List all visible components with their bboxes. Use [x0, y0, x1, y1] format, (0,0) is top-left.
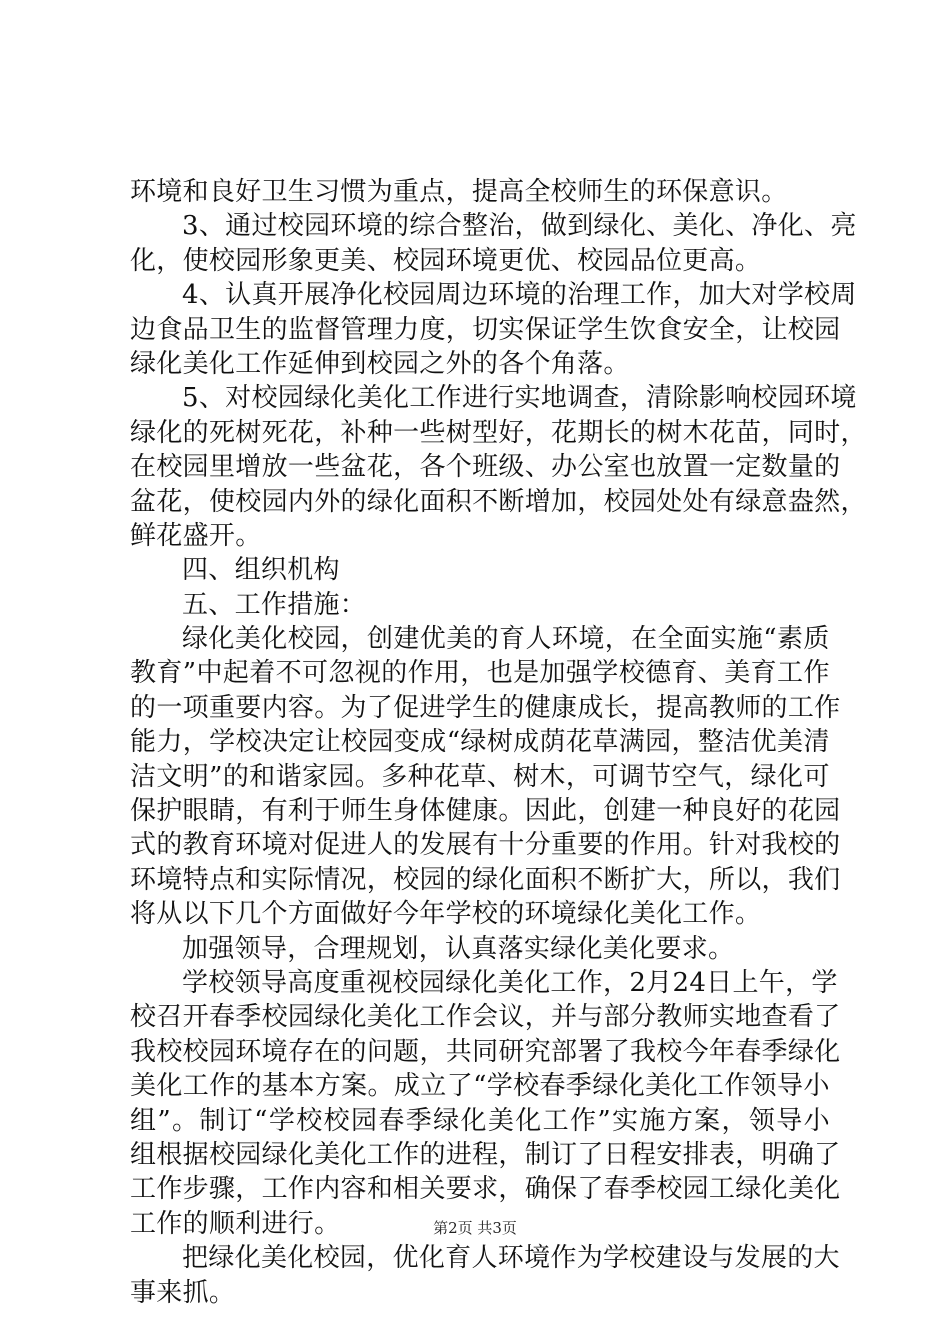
page-number-footer: 第2页 共3页 [433, 1219, 517, 1237]
text-line: 五、工作措施： [182, 589, 367, 620]
text-line: 工 作 步 骤 ， 工 作 内 容 和 相 关 要 求 ， 确 保 了 春 季 校 园 工 绿 化 美 化 [130, 1174, 841, 1205]
text-line: 绿化美化工作延伸到校园之外的各个角落。 [130, 348, 630, 379]
text-line: 盆 花 ， 使 校 园 内 外 的 绿 化 面 积 不 断 增 加 ， 校 园 处 处 有 绿 意 盎 然 ， [130, 486, 867, 517]
text-line: 四、组织机构 [182, 555, 340, 586]
text-line: 学 校 领 导 高 度 重 视 校 园 绿 化 美 化 工 作 ， 2 月 2 4 日 上 午 ， 学 [182, 967, 838, 998]
text-line: 3 、 通 过 校 园 环 境 的 综 合 整 治 ， 做 到 绿 化 、 美 化 、 净 化 、 亮 [182, 211, 857, 242]
text-line: 在 校 园 里 增 放 一 些 盆 花 ， 各 个 班 级 、 办 公 室 也 放 置 一 定 数 量 的 [130, 452, 841, 483]
text-line: 4 、 认 真 开 展 净 化 校 园 周 边 环 境 的 治 理 工 作 ， 加 大 对 学 校 周 [182, 280, 857, 311]
text-line: 化，使校园形象更美、校园环境更优、校园品位更高。 [130, 245, 762, 276]
text-line: 将从以下几个方面做好今年学校的环境绿化美化工作。 [130, 899, 762, 930]
text-line: 工作的顺利进行。 [130, 1208, 341, 1239]
text-line: 美 化 工 作 的 基 本 方 案 。 成 立 了 “ 学 校 春 季 绿 化 美 化 工 作 领 导 小 [130, 1071, 830, 1102]
text-line: 环境和良好卫生习惯为重点，提高全校师生的环保意识。 [130, 177, 788, 207]
text-line: 5 、 对 校 园 绿 化 美 化 工 作 进 行 实 地 调 查 ， 清 除 影 响 校 园 环 境 [182, 383, 857, 414]
text-line: 把 绿 化 美 化 校 园 ， 优 化 育 人 环 境 作 为 学 校 建 设 与 发 展 的 大 [182, 1243, 840, 1274]
text-line: 组 根 据 校 园 绿 化 美 化 工 作 的 进 程 ， 制 订 了 日 程 安 排 表 ， 明 确 了 [130, 1139, 841, 1170]
text-line: 环 境 特 点 和 实 际 情 况 ， 校 园 的 绿 化 面 积 不 断 扩 大 ， 所 以 ， 我 们 [130, 864, 841, 895]
text-line: 教 育 ” 中 起 着 不 可 忽 视 的 作 用 ， 也 是 加 强 学 校 德 育 、 美 育 工 作 [130, 658, 830, 689]
text-line: 保 护 眼 睛 ， 有 利 于 师 生 身 体 健 康 。 因 此 ， 创 建 一 种 良 好 的 花 园 [130, 796, 841, 827]
text-line: 式 的 教 育 环 境 对 促 进 人 的 发 展 有 十 分 重 要 的 作 用 。 针 对 我 校 的 [130, 830, 841, 861]
text-line: 组 ” 。 制 订 “ 学 校 校 园 春 季 绿 化 美 化 工 作 ” 实 施 方 案 ， 领 导 小 [130, 1105, 830, 1136]
text-line: 绿 化 美 化 校 园 ， 创 建 优 美 的 育 人 环 境 ， 在 全 面 实 施 “ 素 质 [182, 624, 830, 655]
text-line: 洁 文 明 ” 的 和 谐 家 园 。 多 种 花 草 、 树 木 ， 可 调 节 空 气 ， 绿 化 可 [130, 761, 830, 792]
text-line: 校 召 开 春 季 校 园 绿 化 美 化 工 作 会 议 ， 并 与 部 分 教 师 实 地 查 看 了 [130, 1002, 841, 1033]
text-line: 我 校 校 园 环 境 存 在 的 问 题 ， 共 同 研 究 部 署 了 我 校 今 年 春 季 绿 化 [130, 1036, 841, 1067]
text-line: 能 力 ， 学 校 决 定 让 校 园 变 成 “ 绿 树 成 荫 花 草 满 园 ， 整 洁 优 美 清 [130, 727, 830, 758]
text-line: 绿 化 的 死 树 死 花 ， 补 种 一 些 树 型 好 ， 花 期 长 的 树 木 花 苗 ， 同 时 ， [130, 417, 867, 448]
document-body [130, 175, 867, 1310]
text-line: 鲜花盛开。 [130, 520, 262, 551]
text-line: 加强领导，合理规划，认真落实绿化美化要求。 [182, 933, 735, 964]
text-line: 边 食 品 卫 生 的 监 督 管 理 力 度 ， 切 实 保 证 学 生 饮 食 安 全 ， 让 校 园 [130, 314, 841, 345]
text-line: 事来抓。 [130, 1277, 236, 1308]
text-line: 的 一 项 重 要 内 容 。 为 了 促 进 学 生 的 健 康 成 长 ， 提 高 教 师 的 工 作 [130, 692, 841, 723]
